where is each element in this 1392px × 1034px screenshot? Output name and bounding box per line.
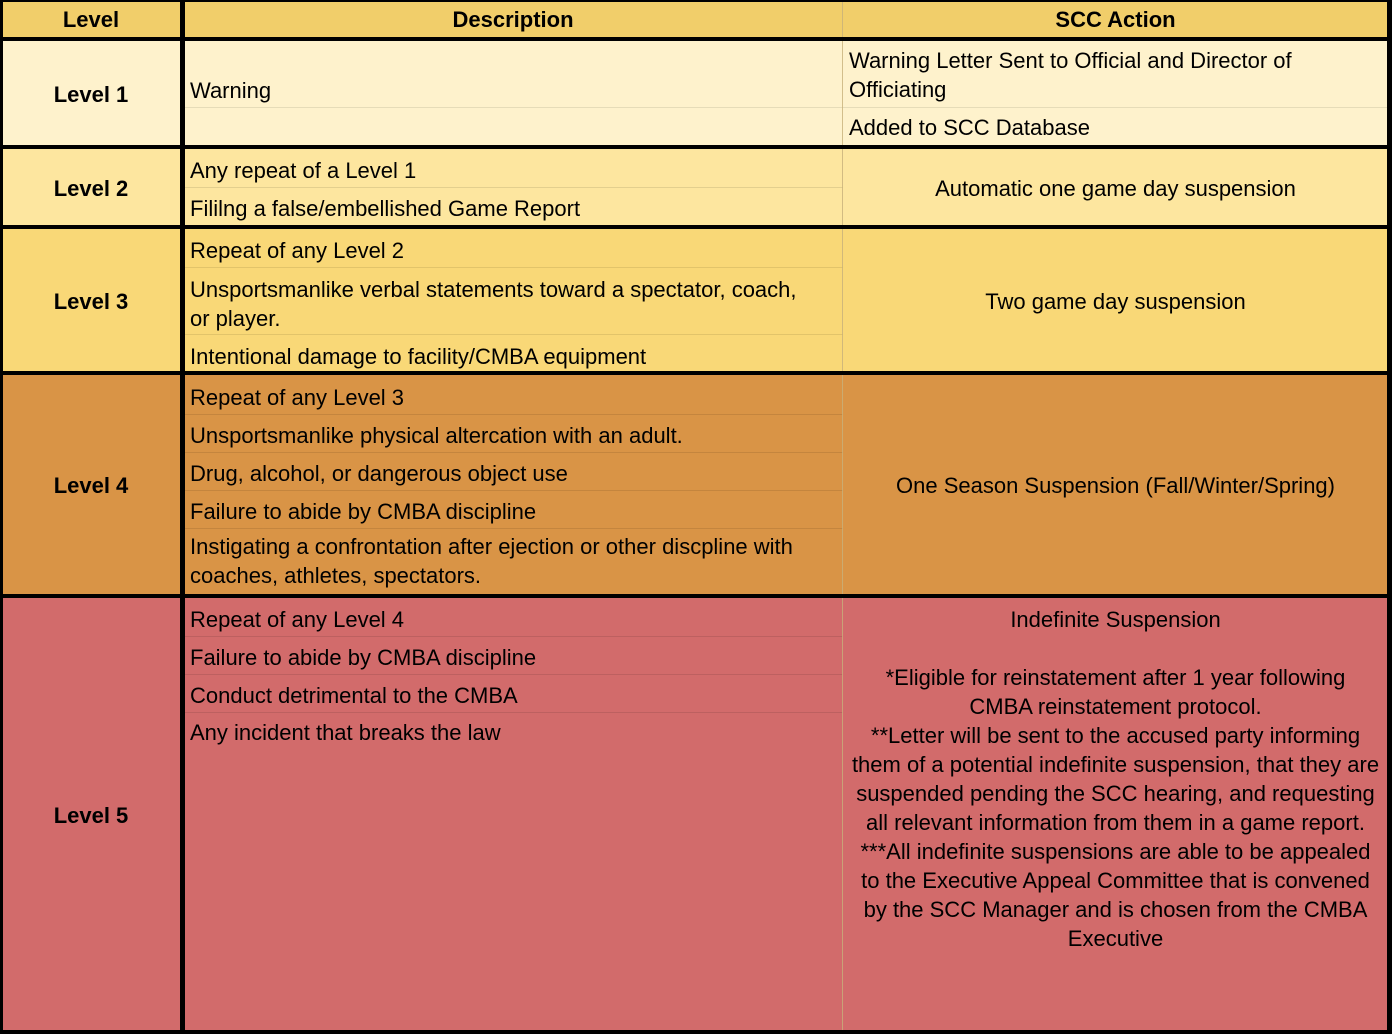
level-2-label: Level 2 (53, 175, 129, 201)
row-divider (184, 267, 843, 268)
level-1-action-2: Added to SCC Database (849, 114, 1090, 140)
level-5-action (843, 605, 1388, 985)
level-5-action-note-3: ***All indefinite suspensions are able to be appealed to the Executive Appeal Committee that is convened by the SCC Manager and is chosen from the CMBA Executive (860, 839, 1371, 951)
border-after-level-2 (0, 225, 1392, 229)
header-scc-action: SCC Action (1055, 6, 1176, 32)
level-4-description-2: Unsportsmanlike physical altercation with an adult. (190, 422, 683, 448)
border-after-header (0, 37, 1392, 41)
border-after-level-3 (0, 371, 1392, 375)
border-after-level-1 (0, 145, 1392, 149)
row-divider (184, 187, 843, 188)
row-divider (184, 490, 843, 491)
level-5-label: Level 5 (53, 802, 129, 828)
level-5-action-title: Indefinite Suspension (1010, 607, 1221, 632)
level-2-description-2: Fililng a false/embellished Game Report (190, 195, 581, 221)
row-divider (184, 712, 843, 713)
level-4-description-1: Repeat of any Level 3 (190, 384, 405, 410)
level-3-description-2: Unsportsmanlike verbal statements toward a spectator, coach, or player. (190, 277, 797, 331)
border-after-level-4 (0, 594, 1392, 598)
row-divider (184, 107, 1388, 108)
row-divider (184, 414, 843, 415)
level-5-description-4: Any incident that breaks the law (190, 719, 501, 745)
header-level: Level (62, 6, 120, 32)
level-5-action-spacer (849, 634, 1382, 663)
level-3-description-3: Intentional damage to facility/CMBA equipment (190, 343, 647, 369)
level-3-description-1: Repeat of any Level 2 (190, 237, 405, 263)
level-4-action: One Season Suspension (Fall/Winter/Spring) (896, 472, 1335, 498)
border-bottom (0, 1030, 1392, 1034)
level-3-label: Level 3 (53, 288, 129, 314)
level-1-action-1: Warning Letter Sent to Official and Director of Officiating (849, 48, 1292, 102)
row-divider (184, 636, 843, 637)
row-divider (184, 452, 843, 453)
level-2-description-1: Any repeat of a Level 1 (190, 157, 417, 183)
level-3-action: Two game day suspension (985, 288, 1246, 314)
level-2-action: Automatic one game day suspension (935, 175, 1296, 201)
level-4-description-5: Instigating a confrontation after ejection or other discpline with coaches, athletes, spectators. (190, 534, 793, 588)
border-level-column (180, 0, 185, 1034)
level-1-description: Warning (190, 77, 272, 103)
level-5-description-1: Repeat of any Level 4 (190, 606, 405, 632)
border-right (1387, 0, 1392, 1034)
level-5-action-note-1: *Eligible for reinstatement after 1 year following CMBA reinstatement protocol. (885, 665, 1346, 719)
level-5-description-3: Conduct detrimental to the CMBA (190, 682, 518, 708)
border-top (0, 0, 1392, 2)
row-divider (184, 528, 843, 529)
level-4-description-3: Drug, alcohol, or dangerous object use (190, 460, 568, 486)
level-4-description-4: Failure to abide by CMBA discipline (190, 498, 537, 524)
header-description: Description (452, 6, 574, 32)
level-5-action-note-2: **Letter will be sent to the accused party informing them of a potential indefinite suspension, that they are suspended pending the SCC hearing, and requesting all relevant information from them in a game report. (851, 723, 1380, 835)
border-left (0, 0, 3, 1034)
level-4-label: Level 4 (53, 472, 129, 498)
level-1-label: Level 1 (53, 81, 129, 107)
level-5-description-2: Failure to abide by CMBA discipline (190, 644, 537, 670)
row-divider (184, 674, 843, 675)
row-divider (184, 334, 843, 335)
